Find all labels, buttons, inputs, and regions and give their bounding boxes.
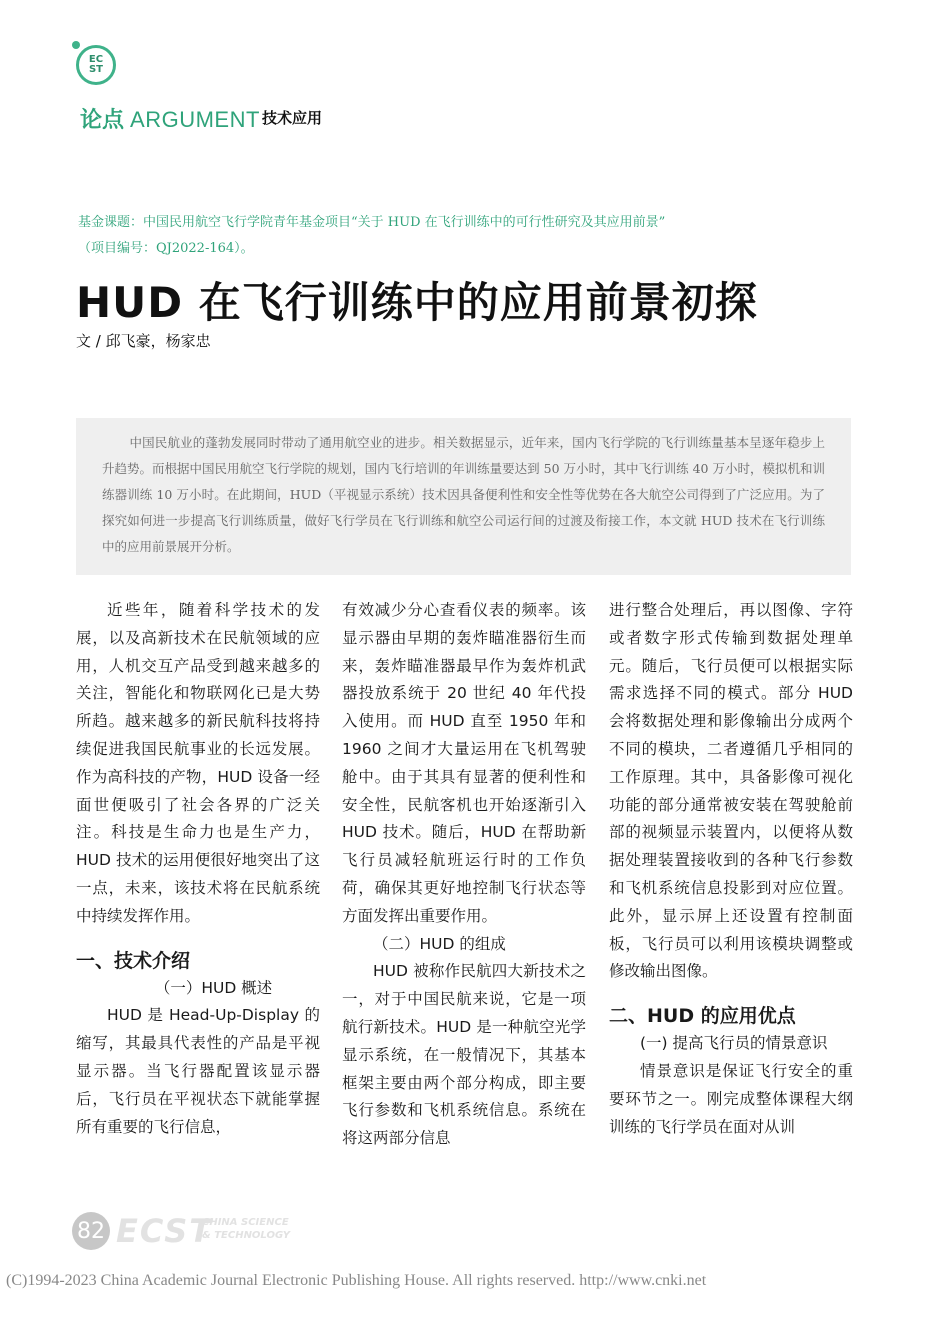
subsection-heading: （二）HUD 的组成	[373, 934, 506, 953]
section-tag	[80, 103, 260, 134]
footer-sub-line2: & TECHNOLOGY	[202, 1230, 290, 1241]
body-column-1	[76, 597, 320, 1141]
fund-note-line2: （项目编号：QJ2022-164）。	[78, 241, 254, 256]
section-subtitle: 技术应用	[262, 109, 323, 127]
logo-text-line1: EC	[88, 54, 104, 65]
footer-sub-line1: CHINA SCIENCE	[202, 1217, 289, 1228]
abstract-text: 中国民航业的蓬勃发展同时带动了通用航空业的进步。相关数据显示，近年来，国内飞行学院的飞行训练量基本呈逐年稳步上升趋势。而根据中国民用航空飞行学院的规划，国内飞行培训的年训练量要达到 50 万小时，其中飞行训练 40 万小时，模拟机和训练器训练 10 万小时。在此期间，HUD（平视显示系统）技术因具备便利性和安全性等优势在各大航空公司得到了广泛应用。为了探究如何进一步提高飞行训练质量，做好飞行学员在飞行训练和航空公司运行间的过渡及衔接工作，本文就 HUD 技术在飞行训练中的应用前景展开分析。	[102, 435, 825, 554]
paragraph: HUD 是 Head-Up-Display 的缩写，其最具代表性的产品是平视显示器。当飞行器配置该显示器后，飞行员在平视状态下就能掌握所有重要的飞行信息，	[76, 1006, 320, 1136]
section-heading: 二、HUD 的应用优点	[609, 1005, 796, 1028]
section-tag-en: ARGUMENT	[130, 107, 260, 132]
footer-logo: ECST	[116, 1212, 214, 1250]
fund-note	[78, 210, 878, 262]
paragraph: 近些年，随着科学技术的发展，以及高新技术在民航领域的应用，人机交互产品受到越来越多的关注，智能化和物联网化已是大势所趋。越来越多的新民航科技将持续促进我国民航事业的长远发展。作为高科技的产物，HUD 设备一经面世便吸引了社会各界的广泛关注。科技是生命力也是生产力，HUD 技术的运用便很好地突出了这一点，未来，该技术将在民航系统中持续发挥作用。	[76, 601, 320, 925]
paragraph: 有效减少分心查看仪表的频率。该显示器由早期的轰炸瞄准器衍生而来，轰炸瞄准器最早作为轰炸机武器投放系统于 20 世纪 40 年代投入使用。而 HUD 直至 1950 年和 1960 之间才大量运用在飞机驾驶舱中。由于其具有显著的便利性和安全性，民航客机也开始逐渐引入 HUD 技术。随后，HUD 在帮助新飞行员减轻航班运行时的工作负荷，确保其更好地控制飞行状态等方面发挥出重要作用。	[342, 601, 586, 925]
fund-note-line1: 基金课题：中国民用航空飞行学院青年基金项目“关于 HUD 在飞行训练中的可行性研究及其应用前景”	[78, 215, 666, 230]
logo-dot-icon	[72, 41, 80, 49]
abstract-box	[76, 418, 851, 575]
body-column-2	[342, 597, 586, 1153]
journal-logo	[76, 45, 116, 85]
paragraph: HUD 被称作民航四大新技术之一，对于中国民航来说，它是一项航行新技术。HUD 是一种航空光学显示系统，在一般情况下，其基本框架主要由两个部分构成，即主要飞行参数和飞机系统信息。系统在将这两部分信息	[342, 962, 586, 1148]
subsection-heading: (一) 提高飞行员的情景意识	[640, 1034, 828, 1053]
logo-text-line2: ST	[88, 64, 104, 75]
paragraph: 情景意识是保证飞行安全的重要环节之一。刚完成整体课程大纲训练的飞行学员在面对从训	[609, 1061, 853, 1136]
footer-logo-subtitle	[202, 1216, 290, 1242]
section-heading: 一、技术介绍	[76, 949, 191, 972]
article-authors: 文 / 邱飞豪，杨家忠	[76, 332, 211, 350]
section-tag-cn: 论点	[80, 108, 125, 133]
body-column-3	[609, 597, 853, 1141]
subsection-heading: （一）HUD 概述	[154, 978, 273, 997]
page-number: 82	[72, 1212, 110, 1250]
paragraph: 进行整合处理后，再以图像、字符或者数字形式传输到数据处理单元。随后，飞行员便可以根据实际需求选择不同的模式。部分 HUD 会将数据处理和影像输出分成两个不同的模块，二者遵循几乎相同的工作原理。其中，具备影像可视化功能的部分通常被安装在驾驶舱前部的视频显示装置内，以便将从数据处理装置接收到的各种飞行参数和飞机系统信息投影到对应位置。此外，显示屏上还设置有控制面板，飞行员可以利用该模块调整或修改输出图像。	[609, 601, 853, 981]
article-title: HUD 在飞行训练中的应用前景初探	[76, 278, 758, 327]
copyright-notice: (C)1994-2023 China Academic Journal Electronic Publishing House. All rights reserved. http://www.cnki.net	[6, 1272, 707, 1289]
